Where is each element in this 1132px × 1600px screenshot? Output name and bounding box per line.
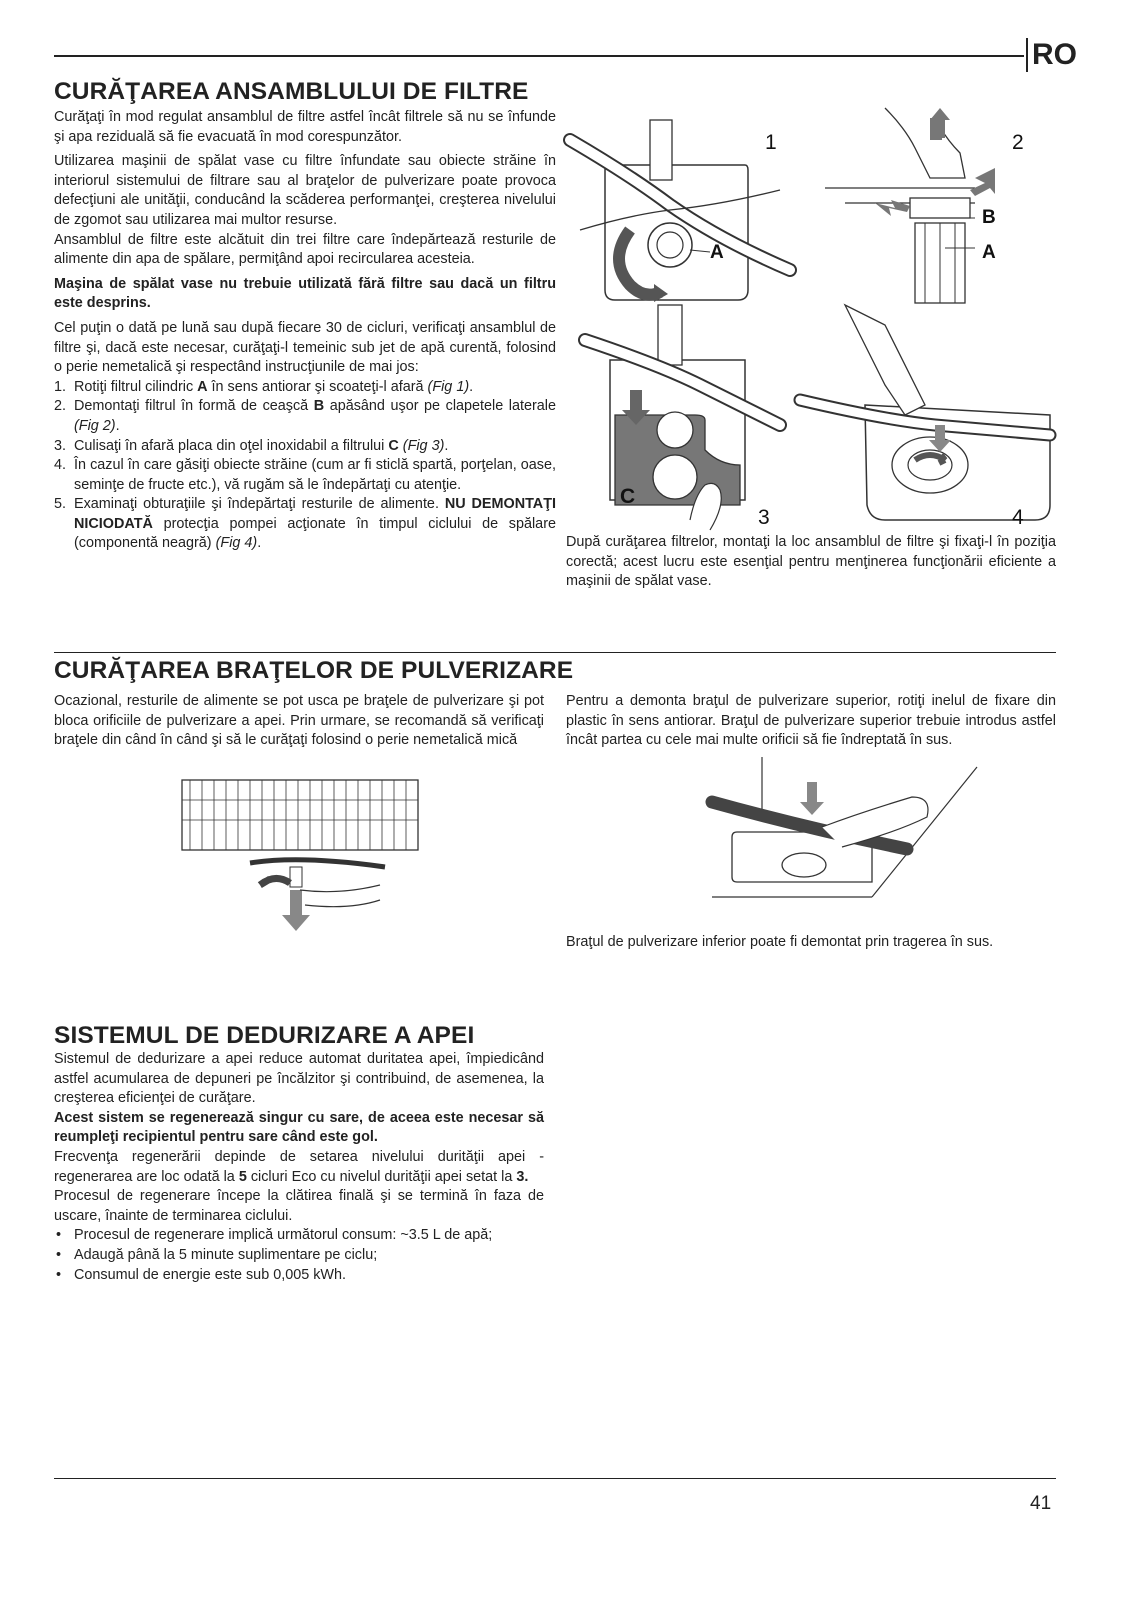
step-5: 5. Examinaţi obturaţiile şi îndepărtaţi resturile de alimente. NU DEMONTAŢI NICIODATĂ protecţia pompei acţionate în timpul ciclului de spălare (componentă neagră) (Fig 4).	[54, 496, 556, 552]
bullet-item: • Consumul de energie este sub 0,005 kWh.	[54, 1266, 544, 1286]
header-divider	[1026, 38, 1028, 72]
softener-frequency: Frecvenţa regenerării depinde de setarea nivelului durităţii apei - regenerarea are loc odată la 5 cicluri Eco cu nivelul durităţii apei setat la 3.	[54, 1148, 544, 1185]
step-3: 3. Culisaţi în afară placa din oţel inoxidabil a filtrului C (Fig 3).	[54, 437, 449, 454]
fig2-label-b: B	[982, 207, 996, 228]
filters-problems: Utilizarea maşinii de spălat vase cu filtre înfundate sau obiecte străine în interiorul sistemului de filtrare sau al braţelor de pulverizare poate provoca defecţiuni ale unităţii, conducând la scăderea performanţei, creşterea nivelului de zgomot sau utilizarea mai multor resurse.	[54, 153, 556, 228]
filters-description: Ansamblul de filtre este alcătuit din trei filtre care îndepărtează resturile de alimente din apa de spălare, permiţând apoi recircularea acesteia.	[54, 231, 556, 268]
step-1: 1. Rotiţi filtrul cilindric A în sens antiorar şi scoateţi-l afară (Fig 1).	[54, 378, 474, 395]
fig2-label-a: A	[982, 242, 996, 263]
upper-spray-arm-illustration	[712, 757, 977, 907]
page-number: 41	[1030, 1493, 1052, 1514]
fig3-label-c: C	[620, 485, 636, 508]
softener-intro: Sistemul de dedurizare a apei reduce automat duritatea apei, împiedicând astfel acumularea de depuneri pe încălzitor şi contribuind, de asemenea, la creşterea eficienţei de curăţare.	[54, 1051, 544, 1107]
footer-rule	[54, 1478, 1056, 1479]
filters-instructions: Cel puţin o dată pe lună sau după fiecare 30 de cicluri, verificaţi ansamblul de filtre şi, dacă este necesar, curăţaţi-l temeinic sub jet de apă curentă, folosind o perie nemetalică şi respectând instrucţiunile de mai jos:	[54, 319, 556, 376]
bullet-item: • Procesul de regenerare implică următorul consum: ~3.5 L de apă;	[54, 1226, 544, 1246]
fig1-label-a: A	[710, 242, 724, 263]
step-2: 2. Demontaţi filtrul în formă de ceaşcă B apăsând uşor pe clapetele laterale (Fig 2).	[54, 398, 556, 434]
fig3-number: 3	[758, 506, 770, 529]
spray-arms-caption: Braţul de pulverizare inferior poate fi demontat prin tragerea în sus.	[566, 934, 994, 950]
filters-text	[54, 108, 556, 554]
fig2-number: 2	[1012, 131, 1024, 154]
water-softener-text	[54, 1050, 544, 1285]
step-4: 4. În cazul în care găsiţi obiecte străine (cum ar fi sticlă spartă, porţelan, oase, seminţe de fructe etc.), vă rugăm să le îndepărtaţi cu atenţie.	[54, 457, 556, 493]
header-rule	[54, 55, 1024, 57]
filters-warning: Maşina de spălat vase nu trebuie utilizată fără filtre sau dacă un filtru este desprins.	[54, 275, 556, 312]
filters-intro: Curăţaţi în mod regulat ansamblul de filtre astfel încât filtrele să nu se înfunde şi apa reziduală să fie evacuată în mod corespunzător.	[54, 109, 556, 145]
fig1-number: 1	[765, 131, 777, 154]
softener-bullets	[54, 1226, 544, 1285]
section-title-filters: CURĂŢAREA ANSAMBLULUI DE FILTRE	[54, 78, 529, 105]
figure-1-illustration	[570, 120, 790, 320]
section2-rule	[54, 652, 1056, 653]
softener-process: Procesul de regenerare începe la clătirea finală şi se termină în faza de uscare, înainte de terminarea ciclului.	[54, 1188, 544, 1224]
spray-arms-right-text: Pentru a demonta braţul de pulverizare superior, rotiţi inelul de fixare din plastic în sens antiorar. Braţul de pulverizare superior trebuie introdus astfel încât partea cu cele mai multe orificii să fie îndreptată în sus.	[566, 693, 1056, 749]
lower-spray-arm-illustration	[180, 775, 420, 935]
section-title-spray-arms: CURĂŢAREA BRAŢELOR DE PULVERIZARE	[54, 657, 574, 684]
bullet-item: • Adaugă până la 5 minute suplimentare pe ciclu;	[54, 1246, 544, 1266]
figure-4-illustration	[795, 305, 1055, 530]
filters-caption: După curăţarea filtrelor, montaţi la loc ansamblul de filtre şi fixaţi-l în poziţia corectă; acest lucru este esenţial pentru menţinerea funcţionării eficiente a maşinii de spălat vase.	[566, 534, 1056, 590]
figure-3-illustration	[580, 305, 780, 535]
fig4-number: 4	[1012, 506, 1024, 529]
section-title-water-softener: SISTEMUL DE DEDURIZARE A APEI	[54, 1022, 475, 1049]
filter-steps	[54, 378, 556, 554]
softener-warning: Acest sistem se regenerează singur cu sare, de aceea este necesar să reumpleţi recipientul pentru sare când este gol.	[54, 1109, 544, 1146]
spray-arms-left-text: Ocazional, resturile de alimente se pot usca pe braţele de pulverizare şi pot bloca orificiile de pulverizare a apei. Prin urmare, se recomandă să verificaţi braţele din când în când şi să le curăţaţi folosind o perie nemetalică mică	[54, 693, 544, 749]
language-code: RO	[1032, 38, 1077, 71]
